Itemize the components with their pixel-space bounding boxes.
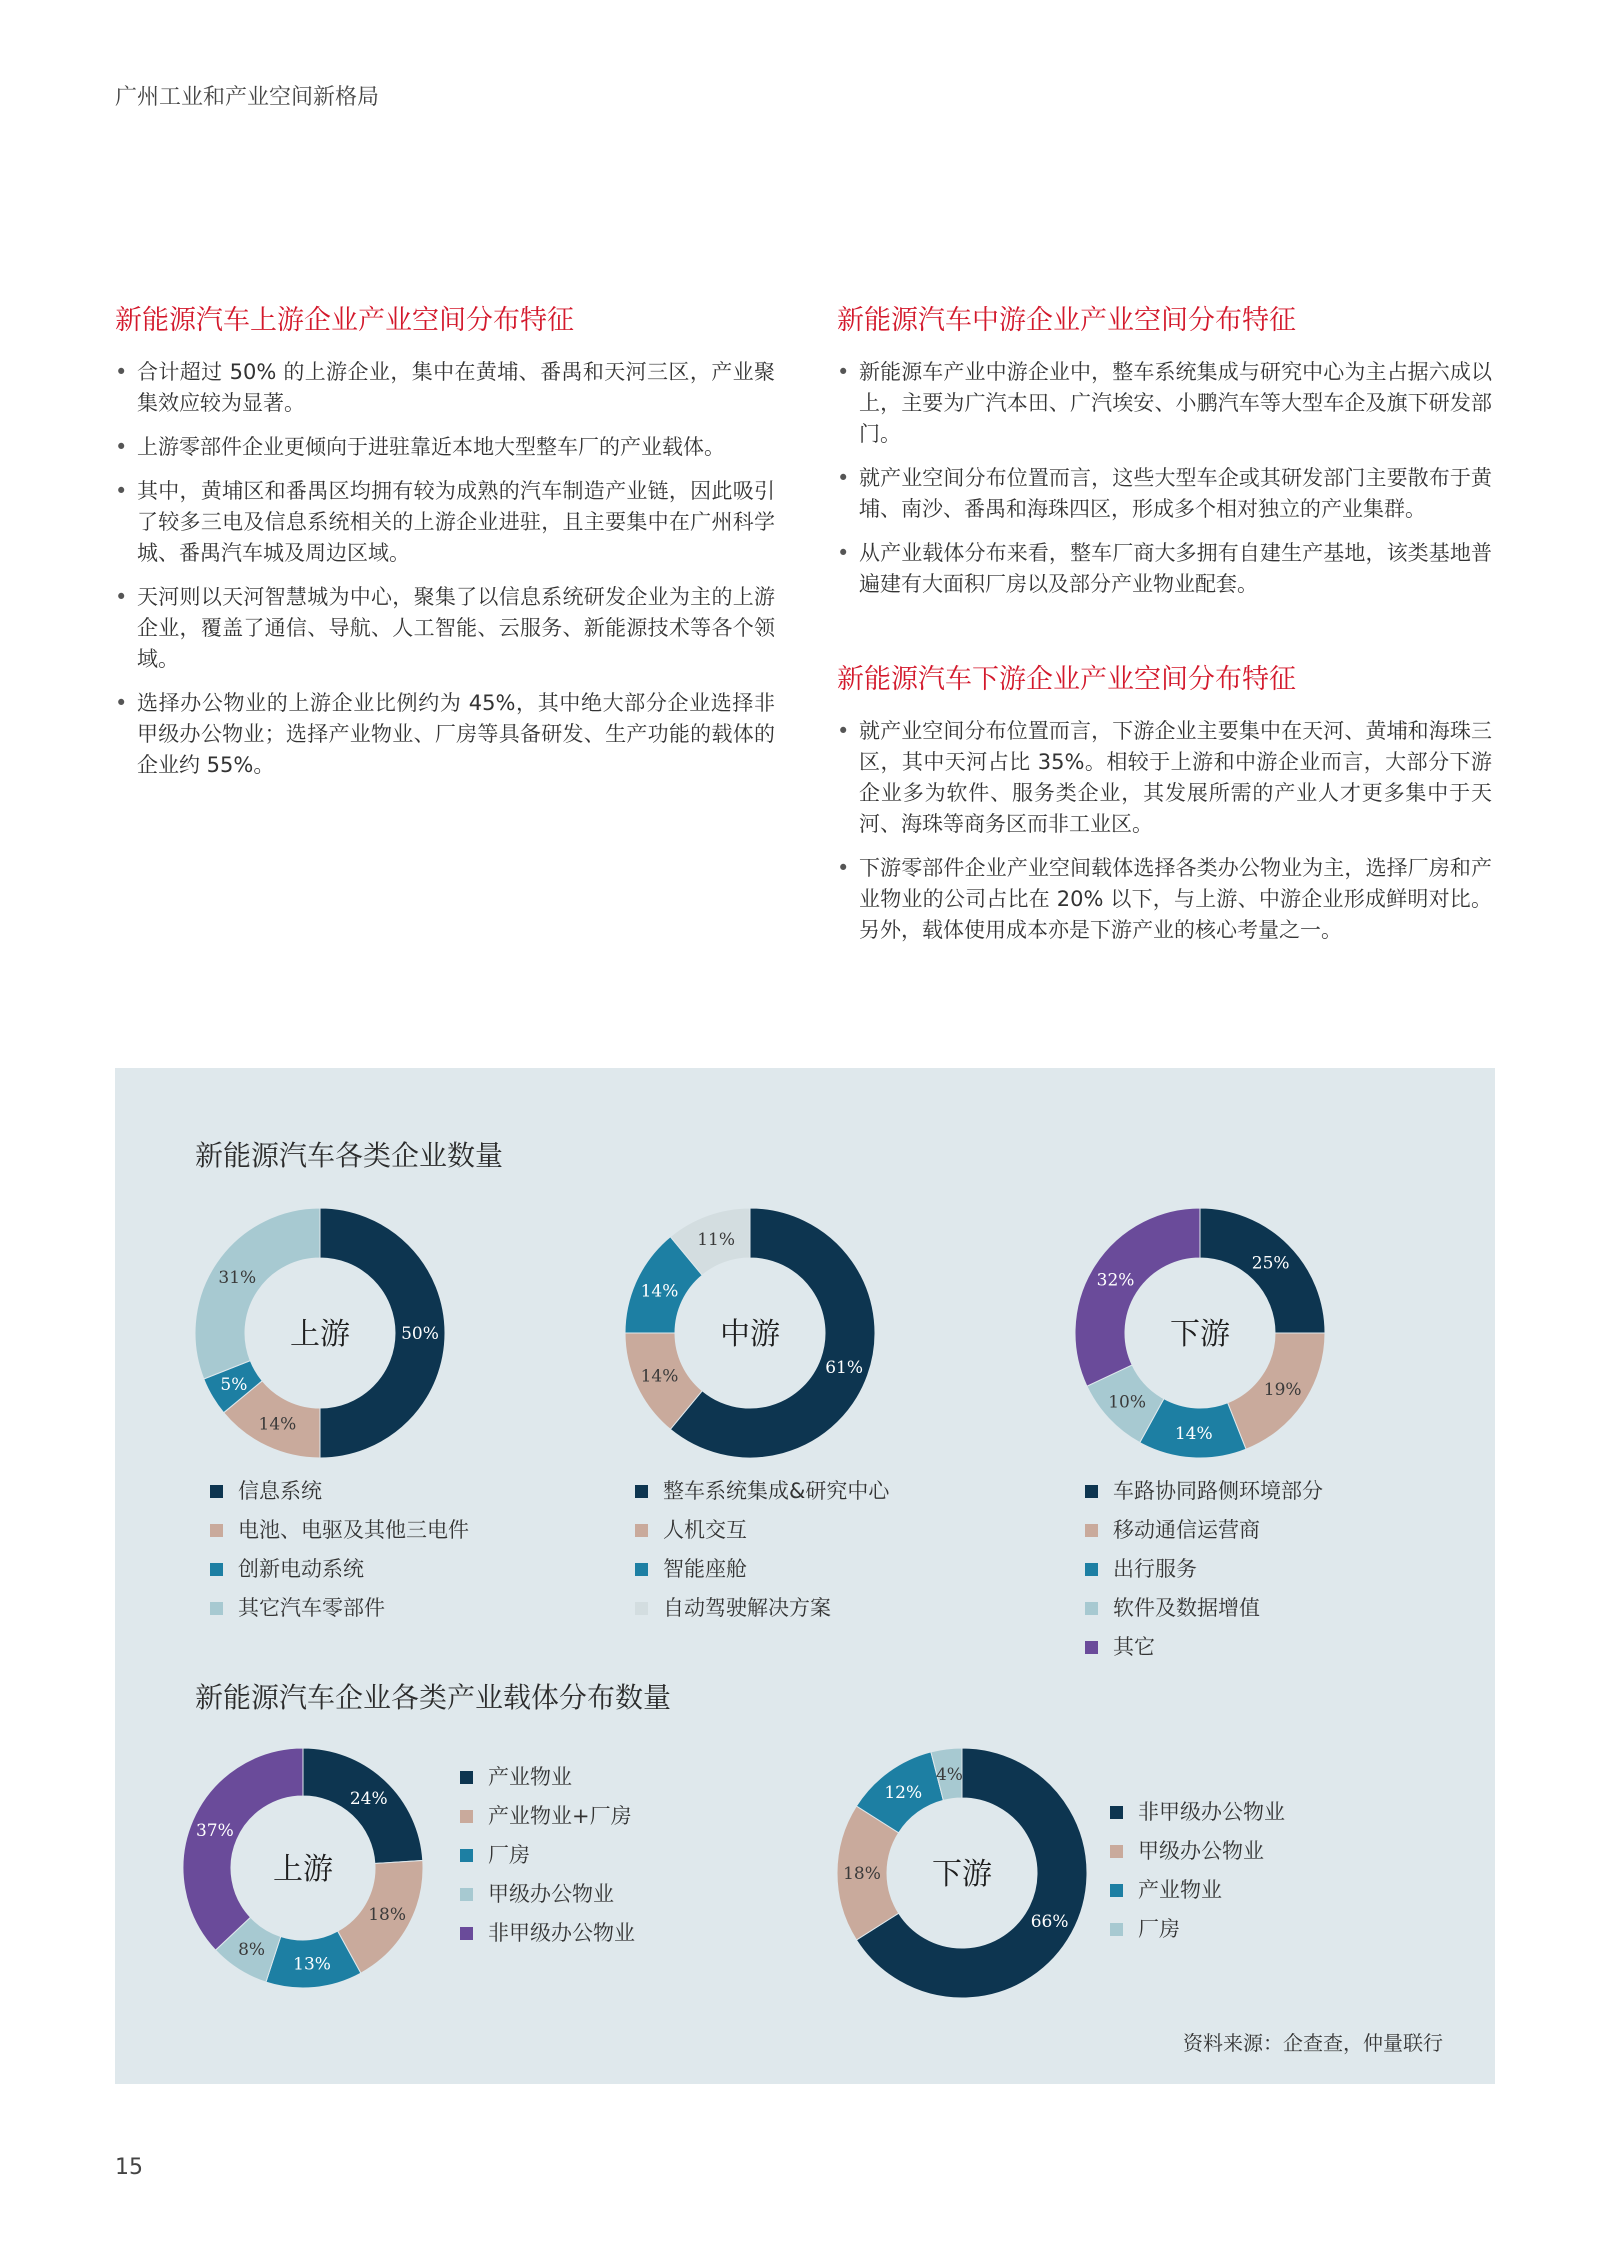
upstream-title: 新能源汽车上游企业产业空间分布特征 [115,305,574,336]
list-item: • 就产业空间分布位置而言，下游企业主要集中在天河、黄埔和海珠三区，其中天河占比 35%。相较于上游和中游企业而言，大部分下游企业多为软件、服务类企业，其发展所需的产业人才更多集中于天河、海珠等商务区而非工业区。 [837,716,1492,840]
legend-label: 厂房 [488,1843,530,1867]
legend-swatch [1085,1602,1098,1615]
legend-swatch [1085,1641,1098,1654]
legend-swatch [210,1524,223,1537]
legend-item [635,1550,889,1589]
legend-label: 产业物业 [488,1765,572,1789]
donut-slice-label: 66% [1030,1912,1069,1933]
donut-center-label: 上游 [290,1317,350,1352]
donut-slice-label: 12% [884,1783,923,1804]
legend-swatch [1110,1806,1123,1819]
legend-item [1110,1832,1285,1871]
legend-item [1085,1628,1323,1667]
chart-panel [115,1068,1495,2084]
donut-slice [1075,1208,1200,1386]
donut-slice-label: 18% [843,1864,881,1884]
donut-slice-label: 19% [1263,1380,1302,1401]
donut-slice-label: 11% [697,1229,736,1250]
list-item: • 就产业空间分布位置而言，这些大型车企或其研发部门主要散布于黄埔、南沙、番禺和海珠四区，形成多个相对独立的产业集群。 [837,463,1492,525]
legend-swatch [635,1524,648,1537]
upstream-section [115,298,775,794]
donut-slice [183,1748,303,1950]
legend-label: 产业物业+厂房 [488,1804,632,1828]
donut-chart-downstream-enterprises [1075,1208,1325,1458]
legend-label: 信息系统 [238,1479,322,1503]
legend-label: 电池、电驱及其他三电件 [238,1518,469,1542]
legend-label: 自动驾驶解决方案 [663,1596,831,1620]
legend-item [635,1472,889,1511]
legend-swatch [635,1602,648,1615]
legend-label: 智能座舱 [663,1557,747,1581]
legend-downstream-carriers [1110,1793,1285,1949]
donut-slice-label: 18% [368,1905,407,1926]
legend-swatch [460,1888,473,1901]
donut-slice-label: 50% [401,1324,439,1344]
donut-slice-label: 8% [238,1940,266,1961]
page-number: 15 [115,2155,143,2180]
donut-slice-label: 32% [1096,1270,1135,1291]
legend-item [1085,1550,1323,1589]
donut-slice-label: 13% [293,1954,331,1975]
donut-chart-upstream-carriers [183,1748,423,1988]
donut-slice-label: 5% [220,1374,248,1395]
list-item: • 天河则以天河智慧城为中心，聚集了以信息系统研发企业为主的上游企业，覆盖了通信、导航、人工智能、云服务、新能源技术等各个领域。 [115,582,775,675]
midstream-bullets [837,357,1492,600]
list-item: • 从产业载体分布来看，整车厂商大多拥有自建生产基地，该类基地普遍建有大面积厂房以及部分产业物业配套。 [837,538,1492,600]
legend-item [210,1550,469,1589]
legend-item [1110,1871,1285,1910]
legend-item [1110,1793,1285,1832]
donut-center-label: 下游 [932,1857,992,1892]
legend-swatch [635,1563,648,1576]
donut-slice-label: 61% [825,1357,863,1378]
legend-item [460,1836,635,1875]
legend-swatch [1085,1524,1098,1537]
legend-swatch [210,1602,223,1615]
legend-label: 整车系统集成&研究中心 [663,1479,890,1503]
donut-chart-upstream-enterprises [195,1208,445,1458]
legend-swatch [460,1810,473,1823]
donut-slice-label: 4% [935,1764,963,1785]
legend-item [460,1875,635,1914]
legend-swatch [1110,1884,1123,1897]
page-header-title: 广州工业和产业空间新格局 [115,85,380,110]
list-item: • 选择办公物业的上游企业比例约为 45%，其中绝大部分企业选择非甲级办公物业；选择产业物业、厂房等具备研发、生产功能的载体的企业约 55%。 [115,688,775,781]
legend-label: 甲级办公物业 [488,1882,614,1906]
donut-slice-label: 24% [349,1789,388,1810]
midstream-title: 新能源汽车中游企业产业空间分布特征 [837,305,1296,336]
list-item: • 合计超过 50% 的上游企业，集中在黄埔、番禺和天河三区，产业聚集效应较为显著。 [115,357,775,419]
donut-slice-label: 14% [258,1414,297,1435]
donut-slice-label: 37% [195,1820,234,1841]
legend-item [635,1589,889,1628]
legend-item [460,1797,635,1836]
donut-chart-midstream-enterprises [625,1208,875,1458]
legend-label: 车路协同路侧环境部分 [1113,1479,1323,1503]
downstream-bullets [837,716,1492,946]
downstream-title: 新能源汽车下游企业产业空间分布特征 [837,664,1296,695]
legend-label: 其它 [1113,1635,1155,1659]
chart-section-title-2: 新能源汽车企业各类产业载体分布数量 [195,1681,672,1714]
legend-label: 出行服务 [1113,1557,1197,1581]
legend-item [210,1589,469,1628]
chart-section-title-1: 新能源汽车各类企业数量 [195,1139,504,1172]
legend-label: 非甲级办公物业 [1138,1800,1285,1824]
legend-swatch [635,1485,648,1498]
legend-item [1085,1511,1323,1550]
legend-item [460,1914,635,1953]
legend-item [635,1511,889,1550]
donut-center-label: 中游 [720,1317,780,1352]
legend-swatch [1085,1563,1098,1576]
source-note: 资料来源：企查查，仲量联行 [1183,2031,1443,2055]
legend-label: 创新电动系统 [238,1557,364,1581]
legend-item [210,1472,469,1511]
legend-swatch [210,1485,223,1498]
legend-item [1085,1472,1323,1511]
list-item: • 下游零部件企业产业空间载体选择各类办公物业为主，选择厂房和产业物业的公司占比在 20% 以下，与上游、中游企业形成鲜明对比。另外，载体使用成本亦是下游产业的核心考量之一。 [837,853,1492,946]
legend-label: 移动通信运营商 [1113,1518,1260,1542]
donut-slice-label: 10% [1108,1392,1147,1413]
upstream-bullets [115,357,775,781]
list-item: • 新能源车产业中游企业中，整车系统集成与研究中心为主占据六成以上，主要为广汽本田、广汽埃安、小鹏汽车等大型车企及旗下研发部门。 [837,357,1492,450]
legend-upstream-carriers [460,1758,635,1953]
legend-label: 人机交互 [663,1518,747,1542]
legend-label: 厂房 [1138,1917,1180,1941]
donut-slice-label: 25% [1251,1253,1290,1274]
legend-label: 其它汽车零部件 [238,1596,385,1620]
legend-label: 非甲级办公物业 [488,1921,635,1945]
donut-slice-label: 14% [1174,1423,1213,1444]
list-item: • 其中，黄埔区和番禺区均拥有较为成熟的汽车制造产业链，因此吸引了较多三电及信息系统相关的上游企业进驻，且主要集中在广州科学城、番禺汽车城及周边区域。 [115,476,775,569]
legend-item [1110,1910,1285,1949]
list-item: • 上游零部件企业更倾向于进驻靠近本地大型整车厂的产业载体。 [115,432,775,463]
legend-swatch [1110,1923,1123,1936]
donut-center-label: 上游 [273,1852,333,1887]
donut-slice-label: 31% [218,1267,257,1288]
donut-slice-label: 14% [640,1366,679,1387]
legend-upstream-enterprises [210,1472,469,1628]
legend-midstream-enterprises [635,1472,889,1628]
right-column [837,298,1492,959]
legend-label: 软件及数据增值 [1113,1596,1260,1620]
legend-item [1085,1589,1323,1628]
legend-label: 产业物业 [1138,1878,1222,1902]
legend-swatch [1110,1845,1123,1858]
legend-item [460,1758,635,1797]
legend-swatch [210,1563,223,1576]
legend-swatch [460,1927,473,1940]
legend-item [210,1511,469,1550]
donut-chart-downstream-carriers [837,1748,1087,1998]
legend-swatch [460,1771,473,1784]
donut-slice [195,1208,320,1379]
legend-downstream-enterprises [1085,1472,1323,1667]
legend-swatch [460,1849,473,1862]
legend-label: 甲级办公物业 [1138,1839,1264,1863]
legend-swatch [1085,1485,1098,1498]
donut-slice-label: 14% [640,1281,679,1302]
donut-center-label: 下游 [1170,1317,1230,1352]
